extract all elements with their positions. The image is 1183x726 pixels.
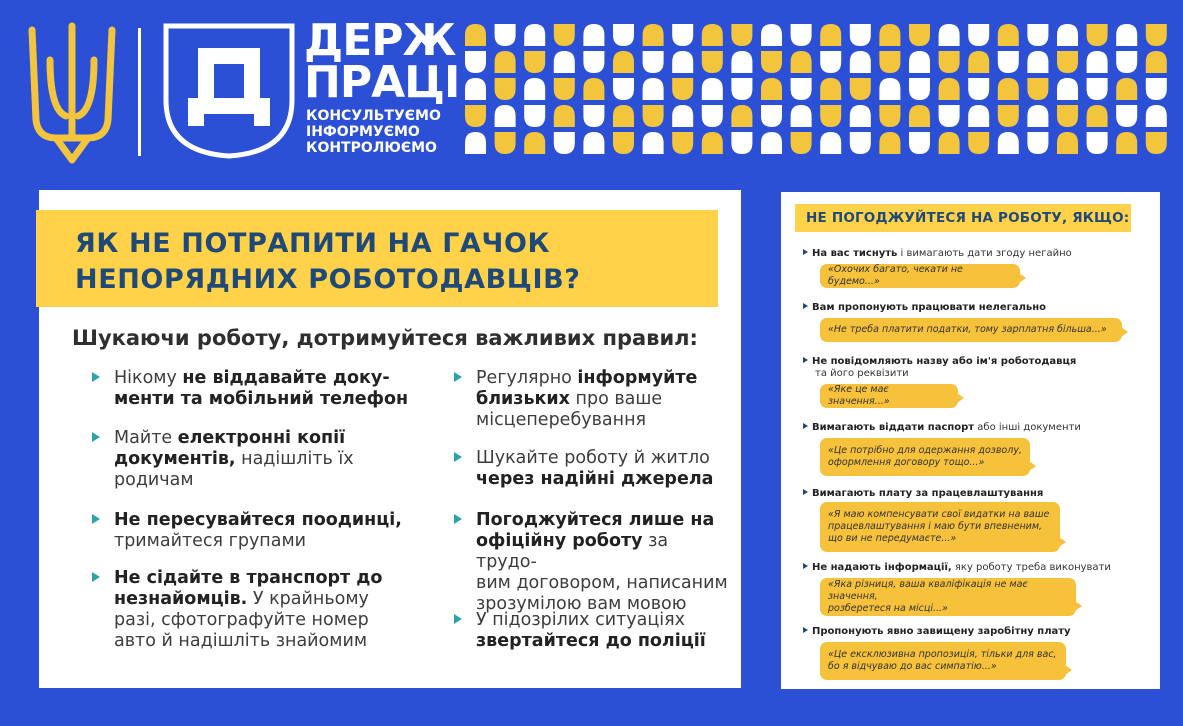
pattern-shape	[939, 105, 960, 127]
pattern-shape	[465, 24, 486, 46]
condition-line	[803, 248, 1103, 260]
pattern-shape	[495, 51, 516, 73]
pattern-shape	[1146, 24, 1167, 46]
bold-text: через надійні джерела	[476, 469, 714, 489]
quote-line: «Яке це має значення...»	[828, 384, 890, 407]
rule-item	[92, 368, 412, 410]
pattern-shape	[968, 51, 989, 73]
text: У крайньому	[247, 589, 369, 609]
rule-text	[476, 510, 734, 615]
trident-emblem-icon	[26, 20, 118, 166]
pattern-shape	[672, 51, 693, 73]
pattern-shape	[524, 78, 545, 100]
pattern-shape	[554, 78, 575, 100]
bullet-arrow-icon	[92, 572, 100, 582]
rule-text	[114, 368, 412, 410]
bullet-arrow-icon	[92, 432, 100, 442]
pattern-shape	[1116, 51, 1137, 73]
pattern-shape	[761, 78, 782, 100]
pattern-shape	[968, 24, 989, 46]
quote-line: розберетеся на місці...»	[828, 603, 948, 614]
bullet-arrow-icon	[803, 249, 808, 255]
brand-name-line1: ДЕРЖ	[304, 15, 456, 66]
text: або інші документи	[974, 422, 1081, 433]
pattern-shape	[879, 51, 900, 73]
bold-text: Погоджуйтеся лише на	[476, 510, 715, 530]
warning-condition	[803, 626, 1103, 638]
bullet-arrow-icon	[803, 357, 808, 363]
bullet-arrow-icon	[454, 452, 462, 462]
pattern-shape	[820, 78, 841, 100]
text: надішліть їх	[235, 449, 354, 469]
bold-text: Не пересувайтеся поодинці,	[114, 510, 402, 530]
bold-text: Не повідомляють назву або ім'я роботодавця	[812, 356, 1077, 367]
pattern-shape	[495, 78, 516, 100]
pattern-shape	[554, 105, 575, 127]
text-line	[114, 510, 412, 531]
bold-text: близьких	[476, 389, 570, 409]
pattern-shape	[465, 78, 486, 100]
text: та його реквізити	[815, 368, 909, 379]
text-line	[476, 368, 734, 389]
pattern-shape	[554, 51, 575, 73]
quote-line: «Я маю компенсувати свої видатки на ваше	[828, 509, 1050, 520]
bullet-arrow-icon	[803, 303, 808, 309]
condition-line	[803, 562, 1111, 574]
pattern-shape	[495, 132, 516, 154]
brand-tagline-1: КОНСУЛЬТУЄМО	[306, 108, 441, 124]
pattern-shape	[1027, 132, 1048, 154]
pattern-shape	[1087, 78, 1108, 100]
rule-item	[92, 428, 412, 491]
quote-bubble	[820, 578, 1076, 616]
pattern-shape	[1057, 51, 1078, 73]
pattern-shape	[731, 24, 752, 46]
pattern-shape	[465, 51, 486, 73]
pattern-shape	[1087, 132, 1108, 154]
pattern-shape	[1087, 24, 1108, 46]
bubble-tail	[1059, 537, 1066, 547]
pattern-shape	[731, 105, 752, 127]
bullet-arrow-icon	[92, 514, 100, 524]
pattern-shape	[1027, 51, 1048, 73]
brand-name-line2: ПРАЦІ	[304, 57, 460, 108]
pattern-shape	[702, 105, 723, 127]
text: родичам	[114, 470, 194, 490]
bullet-arrow-icon	[92, 372, 100, 382]
rule-text	[114, 428, 412, 491]
text-line	[114, 610, 412, 631]
bold-text: звертайтеся до поліції	[476, 631, 706, 651]
text: Шукайте роботу й житло	[476, 448, 710, 468]
text: яку роботу треба виконувати	[951, 562, 1111, 573]
text: разі, сфотографуйте номер	[114, 610, 369, 630]
pattern-shape	[672, 24, 693, 46]
pattern-shape	[850, 51, 871, 73]
pattern-shape	[583, 105, 604, 127]
rule-text	[114, 510, 412, 552]
pattern-shape	[643, 132, 664, 154]
quote-line: що ви не передумаєте...»	[828, 533, 957, 544]
pattern-shape	[702, 78, 723, 100]
pattern-shape	[583, 51, 604, 73]
rule-text	[114, 568, 412, 652]
pattern-shape	[909, 51, 930, 73]
bullet-arrow-icon	[803, 627, 808, 633]
quote-bubble	[820, 642, 1066, 680]
main-title-line2: НЕПОРЯДНИХ РОБОТОДАВЦІВ?	[75, 264, 581, 295]
pattern-shape	[879, 78, 900, 100]
pattern-shape	[791, 78, 812, 100]
text-line	[476, 510, 734, 531]
pattern-shape	[643, 51, 664, 73]
pattern-shape	[731, 51, 752, 73]
quote-bubble	[820, 438, 1030, 476]
text: про ваше	[569, 389, 663, 409]
brand-tagline-3: КОНТРОЛЮЄМО	[306, 140, 437, 156]
pattern-shape	[643, 105, 664, 127]
warning-condition	[803, 302, 1103, 314]
quote-bubble	[820, 264, 1020, 288]
rule-item	[454, 610, 734, 652]
pattern-shape	[968, 105, 989, 127]
quote-bubble	[820, 502, 1060, 552]
pattern-shape	[879, 132, 900, 154]
pattern-shape	[761, 132, 782, 154]
pattern-shape	[850, 78, 871, 100]
bold-text: Не сідайте в транспорт до	[114, 568, 383, 588]
pattern-shape	[1087, 51, 1108, 73]
quote-bubble	[820, 384, 958, 408]
bullet-arrow-icon	[454, 514, 462, 524]
pattern-shape	[820, 132, 841, 154]
pattern-shape	[1057, 132, 1078, 154]
pattern-shape	[791, 51, 812, 73]
pattern-shape	[1027, 24, 1048, 46]
bullet-arrow-icon	[454, 372, 462, 382]
pattern-shape	[1116, 78, 1137, 100]
text: і вимагають дати згоду негайно	[897, 248, 1072, 259]
bold-text: менти та мобільний телефон	[114, 389, 409, 409]
text-line	[114, 531, 412, 552]
warning-condition	[803, 562, 1111, 574]
text: вим договором, написаним	[476, 573, 728, 593]
pattern-shape	[998, 51, 1019, 73]
text: Майте	[114, 428, 178, 448]
pattern-shape	[879, 24, 900, 46]
brand-tagline-2: ІНФОРМУЄМО	[306, 124, 420, 140]
pattern-shape	[820, 105, 841, 127]
pattern-shape	[1027, 105, 1048, 127]
pattern-shape	[702, 132, 723, 154]
main-title-line1: ЯК НЕ ПОТРАПИТИ НА ГАЧОК	[75, 228, 551, 259]
text-line	[476, 573, 734, 594]
pattern-shape	[1057, 24, 1078, 46]
quote-line: оформлення договору тощо...»	[828, 457, 985, 468]
condition-line	[803, 356, 1103, 368]
text-line	[476, 631, 734, 652]
pattern-shape	[495, 24, 516, 46]
pattern-shape	[998, 24, 1019, 46]
pattern-shape	[643, 24, 664, 46]
bold-text: Пропонують явно завищену заробітну плату	[812, 626, 1071, 637]
pattern-shape	[909, 78, 930, 100]
bullet-arrow-icon	[454, 614, 462, 624]
quote-bubble	[820, 318, 1122, 342]
pattern-shape	[939, 78, 960, 100]
bubble-tail	[957, 393, 964, 403]
pattern-shape	[583, 132, 604, 154]
text-line	[114, 428, 412, 449]
pattern-shape	[524, 132, 545, 154]
bubble-tail	[1075, 601, 1082, 611]
text-line	[476, 469, 734, 490]
pattern-shape	[909, 24, 930, 46]
pattern-shape	[1087, 105, 1108, 127]
header-divider	[138, 28, 141, 156]
bold-text: документів,	[114, 449, 236, 469]
text-line	[114, 449, 412, 470]
pattern-shape	[702, 24, 723, 46]
pattern-shape	[939, 51, 960, 73]
pattern-shape	[850, 24, 871, 46]
pattern-shape	[613, 132, 634, 154]
bubble-tail	[1019, 273, 1026, 283]
pattern-shape	[939, 132, 960, 154]
text-line	[114, 389, 412, 410]
pattern-shape	[850, 132, 871, 154]
pattern-shape	[643, 78, 664, 100]
pattern-shape	[791, 24, 812, 46]
pattern-shape	[1116, 24, 1137, 46]
pattern-shape	[672, 78, 693, 100]
quote-line: «Охочих багато, чекати не будемо...»	[828, 264, 963, 287]
warning-condition	[803, 356, 1103, 380]
warning-condition	[803, 248, 1103, 260]
rule-text	[476, 610, 734, 652]
bubble-tail	[1029, 461, 1036, 471]
pattern-shape	[998, 78, 1019, 100]
pattern-shape	[791, 105, 812, 127]
pattern-shape	[761, 105, 782, 127]
pattern-shape	[672, 105, 693, 127]
pattern-shape	[613, 105, 634, 127]
bullet-arrow-icon	[803, 489, 808, 495]
quote-line: бо я відчуваю до вас симпатію...»	[828, 661, 997, 672]
quote-line: «Не треба платити податки, тому зарплатня більша...»	[828, 324, 1107, 335]
quote-line: працевлаштування і маю бути впевненим,	[828, 521, 1043, 532]
condition-line	[803, 422, 1103, 434]
pattern-shape	[1116, 105, 1137, 127]
pattern-shape	[1146, 78, 1167, 100]
pattern-shape	[731, 132, 752, 154]
pattern-shape	[761, 51, 782, 73]
rule-item	[454, 510, 734, 615]
pattern-shape	[820, 51, 841, 73]
pattern-shape	[524, 105, 545, 127]
pattern-shape	[495, 105, 516, 127]
bullet-arrow-icon	[803, 563, 808, 569]
condition-line	[803, 626, 1103, 638]
text-line	[114, 470, 412, 491]
text: Регулярно	[476, 368, 578, 388]
rule-item	[454, 368, 734, 431]
pattern-shape	[613, 24, 634, 46]
bubble-tail	[1065, 665, 1072, 675]
pattern-shape	[998, 132, 1019, 154]
bubble-tail	[1121, 327, 1128, 337]
quote-line: «Яка різниця, ваша кваліфікація не має значення,	[828, 579, 1028, 602]
bold-text: незнайомців.	[114, 589, 248, 609]
pattern-shape	[1057, 78, 1078, 100]
pattern-shape	[820, 24, 841, 46]
pattern-shape	[583, 78, 604, 100]
text: авто й надішліть знайомим	[114, 631, 368, 651]
rule-item	[454, 448, 734, 490]
pattern-shape	[1146, 105, 1167, 127]
quote-line: «Це ексклюзивна пропозиція, тільки для вас,	[828, 649, 1057, 660]
pattern-shape	[1116, 132, 1137, 154]
pattern-shape	[731, 78, 752, 100]
text-line	[114, 368, 412, 389]
rule-text	[476, 368, 734, 431]
pattern-shape	[524, 51, 545, 73]
text: Нікому	[114, 368, 183, 388]
pattern-shape	[1146, 132, 1167, 154]
pattern-shape	[791, 132, 812, 154]
warning-condition	[803, 422, 1103, 434]
pattern-shape	[613, 51, 634, 73]
pattern-shape	[879, 105, 900, 127]
text: за трудо-	[476, 531, 669, 572]
condition-line	[803, 488, 1103, 500]
pattern-shape	[465, 132, 486, 154]
text-line	[114, 589, 412, 610]
text-line	[476, 610, 734, 631]
pattern-shape	[1027, 78, 1048, 100]
pattern-shape	[702, 51, 723, 73]
bold-text: Не надають інформації,	[812, 562, 952, 573]
shield-logo-icon	[162, 22, 296, 160]
rule-item	[92, 510, 412, 552]
bold-text: інформуйте	[577, 368, 698, 388]
bold-text: На вас тиснуть	[812, 248, 898, 259]
pattern-shape	[554, 24, 575, 46]
pattern-shape	[998, 105, 1019, 127]
right-title: НЕ ПОГОДЖУЙТЕСЯ НА РОБОТУ, ЯКЩО:	[806, 210, 1130, 226]
pattern-shape	[583, 24, 604, 46]
bullet-arrow-icon	[803, 423, 808, 429]
bold-text: Вимагають плату за працевлаштування	[812, 488, 1044, 499]
text-line	[476, 448, 734, 469]
decorative-pattern	[462, 22, 1174, 158]
pattern-shape	[968, 78, 989, 100]
bold-text: Вимагають віддати паспорт	[812, 422, 975, 433]
text: У підозрілих ситуаціях	[476, 610, 686, 630]
text-line	[476, 410, 734, 431]
warning-condition	[803, 488, 1103, 500]
pattern-shape	[909, 132, 930, 154]
pattern-shape	[939, 24, 960, 46]
rule-item	[92, 568, 412, 652]
pattern-shape	[613, 78, 634, 100]
rules-subtitle: Шукаючи роботу, дотримуйтеся важливих правил:	[72, 326, 698, 350]
rule-text	[476, 448, 734, 490]
pattern-shape	[968, 132, 989, 154]
pattern-shape	[465, 105, 486, 127]
condition-line	[803, 302, 1103, 314]
text-line	[114, 568, 412, 589]
text: тримайтеся групами	[114, 531, 307, 551]
text-line	[476, 531, 734, 573]
pattern-shape	[909, 105, 930, 127]
quote-line: «Це потрібно для одержання дозволу,	[828, 445, 1022, 456]
pattern-shape	[850, 105, 871, 127]
bold-text: офіційну роботу	[476, 531, 643, 551]
pattern-shape	[524, 24, 545, 46]
pattern-shape	[554, 132, 575, 154]
bold-text: електронні копії	[177, 428, 346, 448]
text-line	[114, 631, 412, 652]
pattern-shape	[1057, 105, 1078, 127]
pattern-shape	[761, 24, 782, 46]
pattern-shape	[1146, 51, 1167, 73]
pattern-shape	[672, 132, 693, 154]
text-line	[476, 389, 734, 410]
bold-text: не віддавайте доку-	[182, 368, 390, 388]
condition-line	[803, 368, 1103, 380]
text: зрозумілою вам мовою	[476, 594, 687, 614]
text: місцеперебування	[476, 410, 647, 430]
bold-text: Вам пропонують працювати нелегально	[812, 302, 1046, 313]
